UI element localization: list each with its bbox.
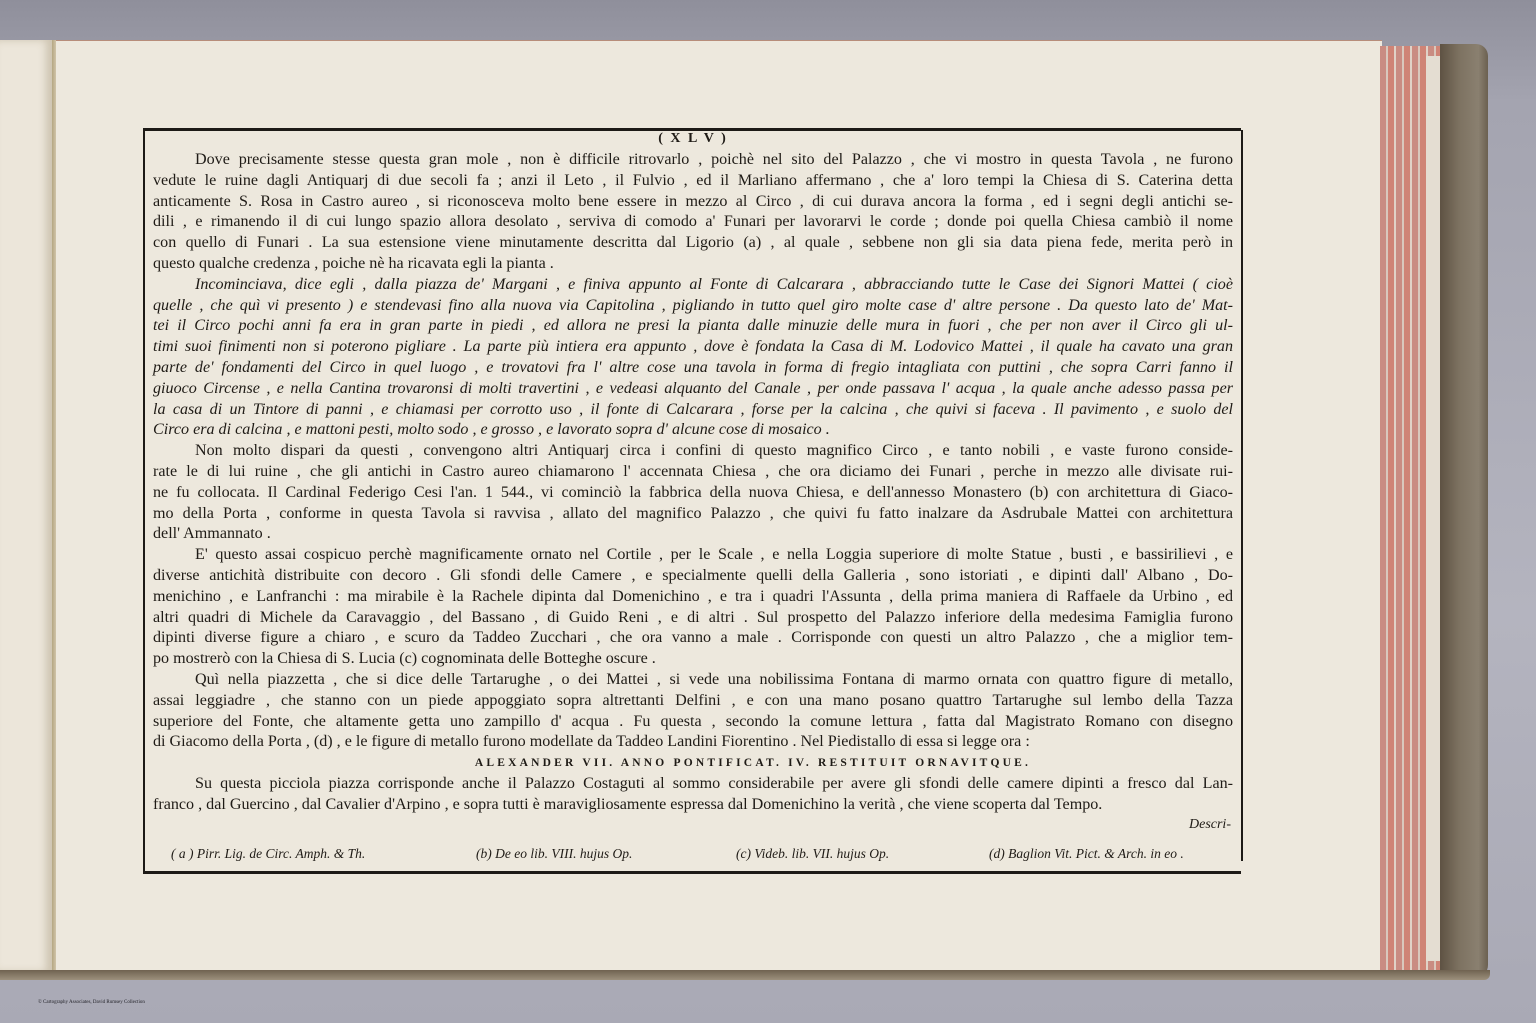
text-line: parte de' fondamenti del Circo in quel luogo , e trovatovi fra l' altre cose una tavola in forma di fregio intagliata con puttini , che sopra Carri fanno il [153,358,1233,376]
footnote-d: (d) Baglion Vit. Pict. & Arch. in eo . [989,846,1184,861]
text-line: E' questo assai cospicuo perchè magnificamente ornato nel Cortile , per le Scale , e nella Loggia superiore di molte Statue , busti , e bassirilievi , e [195,546,1233,564]
text-line: quelle , che quì vi presento ) e stendevasi fino alla nuova via Capitolina , pigliando in tutto quel giro molte case d' altre persone . Da questo lato de' Mat- [153,296,1233,314]
text-line: superiore del Fonte, che altamente getta uno zampillo d' acqua . Fu questa , secondo la comune lettura , fatta dal Magistrato Romano con disegno [153,712,1233,730]
text-line: dili , e rimanendo il di cui lungo spazio allora desolato , serviva di comodo a' Funari per lavorarvi le corde ; donde poi quella Chiesa cambiò il nome [153,213,1233,231]
page-number: ( X L V ) [658,131,728,146]
text-line: giuoco Circense , e nella Cantina trovaronsi di molti travertini , e vedeasi alquanto del Canale , per onde passava l' acqua , la quale anche adesso passa per [153,379,1233,397]
paragraph-quotation [153,275,1233,441]
paragraph [153,150,1233,275]
text-line: altri quadri di Michele da Caravaggio , del Bassano , di Guido Reni , e di altri . Sul prospetto del Palazzo inferiore della medesima Famiglia furono [153,608,1233,626]
left-page-edge [0,40,55,972]
text-line: Dove precisamente stesse questa gran mole , non è difficile ritrovarlo , poichè nel sito del Palazzo , che vi mostro in questa Tavola , ne furono [195,151,1233,168]
text-line: menichino , e Lanfranchi : ma mirabile è la Rachele dipinta dal Domenichino , e tra i quadri l'Assunta , della prima maniera di Raffaele da Urbino , ed [153,587,1233,605]
text-line: mo della Porta , conforme in questa Tavola si ravvisa , allato del magnifico Palazzo , che quivi fu fatto inalzare da Asdrubale Mattei con architettura [153,504,1233,522]
book-cover [1440,44,1488,979]
text-line: anticamente S. Rosa in Castro aureo , si riconosceva molto bene essere in mezzo al Circo , di cui durava ancora la forma , ed i segni degli antichi se- [153,192,1233,210]
text-line: dipinti diverse figure a chiaro , e scuro da Taddeo Zucchari , che ora vanno a male . Corrisponde con questi un altro Palazzo , che a miglior tem- [153,629,1233,647]
text-line: Circo era di calcina , e mattoni pesti, molto sodo , e grosso , e lavorato sopra d' alcune cose di mosaico . [153,421,830,439]
footnote-b: (b) De eo lib. VIII. hujus Op. [476,846,633,861]
text-frame [143,128,1243,873]
book-bottom-edge [0,970,1490,980]
paragraph [153,441,1233,545]
footnote-a: ( a ) Pirr. Lig. de Circ. Amph. & Th. [171,846,366,861]
text-line: Quì nella piazzetta , che si dice delle Tartarughe , o dei Mattei , si vede una nobilissima Fontana di marmo ornata con quattro figure di metallo, [195,670,1233,688]
paragraph [153,545,1233,670]
text-line: la casa di un Tintore di panni , e chiamasi per corrotto uso , il fonte di Calcarara , forse per la calcina , che quivi si faceva . Il pavimento , e suolo del [153,400,1233,418]
footnote-c: (c) Videb. lib. VII. hujus Op. [736,846,890,861]
text-line: Non molto dispari da questi , convengono altri Antiquarj circa i confini di questo magnifico Circo , e tanto nobili , e vaste furono conside- [195,442,1233,460]
text-line: assai leggiadre , che stanno con un piede appoggiato sopra altrettanti Delfini , e con una mano posano quattro Tartarughe sul lembo della Tazza [153,691,1233,709]
inscription: ALEXANDER VII. ANNO PONTIFICAT. IV. RESTITUIT ORNAVITQUE. [474,757,1032,770]
text-line: di Giacomo della Porta , (d) , e le figure di metallo furono modellate da Taddeo Landini Fiorentino . Nel Piedistallo di essa si legge ora : [153,733,1030,751]
footnotes [171,846,1221,866]
text-line: Incominciava, dice egli , dalla piazza de' Margani , e finiva appunto al Fonte di Calcarara , abbracciando tutte le Case dei Signori Mattei ( cioè [195,275,1233,293]
body-text [153,150,1233,816]
bottom-rule [143,871,1241,874]
text-line: po mostrerò con la Chiesa di S. Lucia (c) cognominata delle Botteghe oscure . [153,650,656,668]
paragraph [153,774,1233,816]
text-line: tei il Circo pochi anni fa era in gran parte in piedi , ed allora ne presi la pianta dalle minuzie delle mura in fuori , che per non aver il Circo gli ul- [153,317,1233,335]
text-line: franco , dal Guercino , dal Cavalier d'Arpino , e sopra tutti è maravigliosamente espressa dal Domenichino la verità , che viene scoperta dal Tempo. [153,795,1103,813]
paragraph [153,670,1233,753]
text-line: con quello di Funari . La sua estensione viene minutamente descritta dal Ligorio (a) , al quale , sebbene non gli sia data piena fede, merita però in [153,234,1233,252]
red-page-edges [1380,46,1440,971]
copyright-watermark: © Cartography Associates, David Rumsey Collection [38,1000,145,1005]
text-line: rate le di lui ruine , che gli antichi in Castro aureo chiamarono l' accennata Chiesa , che ora diciamo dei Funari , perche in mezzo alle divisate rui- [153,462,1233,480]
text-line: vedute le ruine dagli Antiquarj di due secoli fa ; anzi il Leto , il Fulvio , ed il Marliano affermano , che a' loro tempi la Chiesa di S. Caterina detta [153,171,1233,189]
text-line: timi suoi finimenti non si poterono pigliare . La parte più intiera era appunto , dove è fondata la Casa di M. Lodovico Mattei , il quale ha cavato una gran [153,338,1233,356]
text-line: questo qualche credenza , poiche nè ha ricavata egli la pianta . [153,254,554,272]
text-line: dell' Ammannato . [153,525,271,543]
text-line: diverse antichità distribuite con decoro . Gli sfondi delle Camere , e specialmente quelli della Galleria , sono istoriati , e dipinti dall' Albano , Do- [153,566,1233,584]
left-rule [143,130,145,871]
text-line: Su questa picciola piazza corrisponde anche il Palazzo Costaguti al sommo considerabile per avere gli sfondi delle camere dipinti a fresco dal Lan- [195,774,1233,792]
catchword: Descri- [1189,817,1231,832]
right-rule [1241,130,1243,861]
text-line: ne fu collocata. Il Cardinal Federigo Cesi l'an. 1 544., vi cominciò la fabbrica della nuova Chiesa, e dell'annesso Monastero (b) con architettura di Giaco- [153,483,1233,501]
